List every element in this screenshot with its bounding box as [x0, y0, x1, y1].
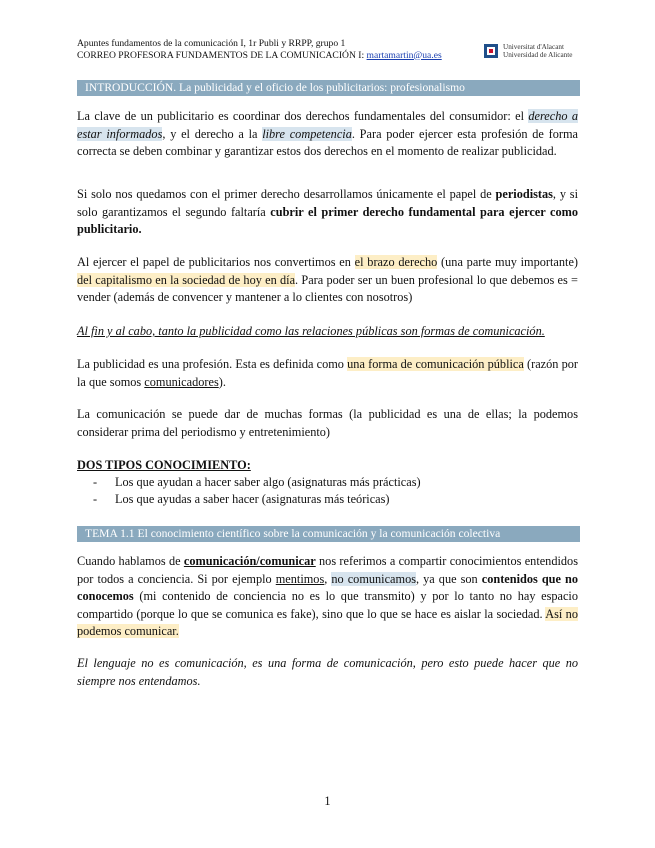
- paragraph-profesion: [77, 356, 578, 391]
- p3-text-a: Al ejercer el papel de publicitarios nos convertimos en: [77, 255, 355, 269]
- p1-highlight-derecho-informados: derecho a estar informados: [77, 109, 578, 141]
- p1-highlight-libre-competencia: libre competencia: [262, 126, 352, 141]
- p4-italic-underlined: Al fin y al cabo, tanto la publicidad como las relaciones públicas son formas de comunicación.: [77, 324, 545, 338]
- p3-highlight-capitalismo: del capitalismo en la sociedad de hoy en día: [77, 272, 296, 287]
- paragraph-brazo-derecho: [77, 254, 578, 307]
- p7-text-g: , ya que son: [416, 571, 482, 586]
- university-name-valencian: Universitat d'Alacant: [503, 43, 564, 51]
- p7-underlined-mentimos: mentimos: [275, 571, 325, 586]
- list-item-text: Los que ayudas a saber hacer (asignaturas más teóricas): [115, 492, 390, 506]
- p3-text-e: . Para poder ser un buen profesional lo que debemos es = vender (además de convencer y mantener a lo clientes con nosotros): [77, 272, 578, 305]
- tipos-conocimiento-list: [93, 474, 421, 508]
- dash-bullet-icon: -: [93, 475, 98, 489]
- university-logo: [483, 40, 581, 62]
- p7-highlight-asi-no-podemos: Así no podemos comunicar.: [77, 606, 578, 639]
- p2-text-c: , y si solo garantizamos el segundo faltaría: [77, 187, 578, 219]
- university-crest-icon: [483, 43, 499, 59]
- p2-bold-periodistas: periodistas: [495, 187, 553, 201]
- list-item: [93, 474, 421, 491]
- section-heading-tema-1-1: TEMA 1.1 El conocimiento científico sobre la comunicación y la comunicación colectiva: [77, 526, 580, 542]
- p7-text-e: ,: [324, 571, 332, 586]
- p5-highlight-comunicacion-publica: una forma de comunicación pública: [347, 357, 524, 371]
- page-number: 1: [324, 794, 331, 808]
- paragraph-comunicar: [77, 553, 578, 641]
- university-name-spanish: Universidad de Alicante: [503, 51, 573, 59]
- p7-highlight-no-comunicamos: no comunicamos: [331, 571, 417, 586]
- p1-text-e: . Para poder ejercer esta profesión de forma correcta se deben combinar y garantizar estos dos derechos en el momento de realizar publicidad.: [77, 126, 578, 159]
- p8-italic-text: El lenguaje no es comunicación, es una forma de comunicación, pero esto puede hacer que no siempre nos entendamos.: [77, 656, 578, 688]
- p2-text-a: Si solo nos quedamos con el primer derecho desarrollamos únicamente el papel de: [77, 187, 496, 201]
- section-heading-introduccion: INTRODUCCIÓN. La publicidad y el oficio de los publicitarios: profesionalismo: [77, 80, 580, 96]
- list-item: [93, 491, 421, 508]
- paragraph-derechos: [77, 108, 578, 161]
- p5-text-a: La publicidad es una profesión. Esta es definida como: [77, 357, 348, 371]
- tipos-conocimiento-title: [77, 457, 578, 475]
- p3-highlight-brazo-derecho: el brazo derecho: [354, 255, 438, 269]
- p5-underlined-comunicadores: comunicadores: [144, 374, 219, 389]
- p1-text-a: La clave de un publicitario es coordinar dos derechos fundamentales del consumidor: el: [77, 109, 529, 123]
- paragraph-periodistas: [77, 186, 578, 239]
- paragraph-al-fin: [77, 323, 578, 341]
- p7-text-a: Cuando hablamos de: [77, 554, 184, 568]
- header-contact-label: CORREO PROFESORA FUNDAMENTOS DE LA COMUNICACIÓN I:: [77, 49, 367, 61]
- list-item-text: Los que ayudan a hacer saber algo (asignaturas más prácticas): [115, 475, 421, 489]
- p5-text-c: (razón por la que somos: [77, 357, 578, 389]
- tipos-title-text: DOS TIPOS CONOCIMIENTO:: [77, 458, 251, 472]
- p2-bold-cubrir-derecho: cubrir el primer derecho fundamental para ejercer como publicitario.: [77, 204, 578, 237]
- p7-text-i: (mi contenido de conciencia no es lo que transmito) y por lo tanto no hay espacio compartido (porque lo que se comunica es fake), sino que lo que se hace es aislar la sociedad.: [77, 589, 578, 621]
- p5-text-e: ).: [218, 374, 226, 389]
- p7-text-c: nos referimos a compartir conocimientos entendidos por todos a conciencia. Si por ejemplo: [77, 554, 578, 586]
- dash-bullet-icon: -: [93, 492, 98, 506]
- professor-email-link[interactable]: martamartin@ua.es: [366, 49, 442, 61]
- p3-text-c: (una parte muy importante): [437, 255, 579, 269]
- p7-bold-comunicacion: comunicación/comunicar: [183, 554, 316, 568]
- paragraph-formas-comunicacion: La comunicación se puede dar de muchas formas (la publicidad es una de ellas; la podemos considerar prima del periodismo y entretenimiento): [77, 407, 578, 439]
- header-line-1: Apuntes fundamentos de la comunicación I, 1r Publi y RRPP, grupo 1: [77, 38, 346, 49]
- university-name: [503, 43, 572, 59]
- paragraph-lenguaje: [77, 655, 578, 690]
- p7-bold-contenidos: contenidos que no conocemos: [77, 571, 578, 604]
- p1-text-c: , y el derecho a la: [162, 126, 263, 141]
